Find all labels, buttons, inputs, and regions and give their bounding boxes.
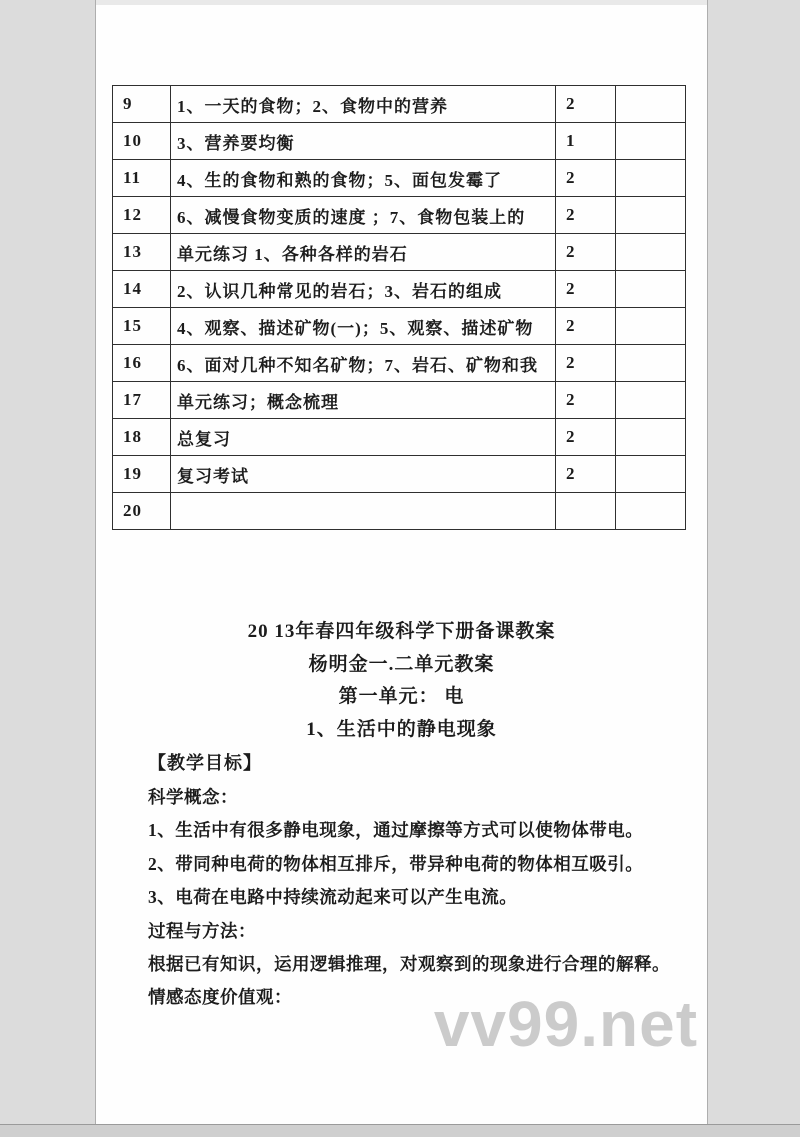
hours-cell: 2 (556, 197, 616, 234)
lesson-content-cell: 复习考试 (171, 456, 556, 493)
lesson-content-cell: 单元练习；概念梳理 (171, 382, 556, 419)
table-row (113, 86, 686, 123)
lesson-content-cell: 4、生的食物和熟的食物；5、面包发霉了 (171, 160, 556, 197)
heading-block (96, 616, 707, 746)
lesson-heading: 1、生活中的静电现象 (306, 718, 497, 740)
table-row (113, 456, 686, 493)
note-cell (616, 308, 686, 345)
body-line: 根据已有知识，运用逻辑推理，对观察到的现象进行合理的解释。 (148, 954, 670, 975)
hours-cell: 2 (556, 234, 616, 271)
body-line: 1、生活中有很多静电现象，通过摩擦等方式可以使物体带电。 (148, 820, 644, 841)
table-row (113, 493, 686, 530)
lesson-content-cell: 6、减慢食物变质的速度 ；7、食物包装上的 (171, 197, 556, 234)
scan-left-margin (0, 0, 96, 1137)
note-cell (616, 86, 686, 123)
lesson-content-cell: 总复习 (171, 419, 556, 456)
scan-top-margin (0, 0, 800, 5)
scan-bottom-margin (0, 1124, 800, 1137)
row-number-cell: 9 (113, 86, 171, 123)
table-row (113, 234, 686, 271)
table-row (113, 308, 686, 345)
row-number-cell: 16 (113, 345, 171, 382)
hours-cell: 2 (556, 160, 616, 197)
hours-cell: 2 (556, 382, 616, 419)
row-number-cell: 12 (113, 197, 171, 234)
lesson-content-cell: 2、认识几种常见的岩石；3、岩石的组成 (171, 271, 556, 308)
row-number-cell: 17 (113, 382, 171, 419)
body-line: 3、电荷在电路中持续流动起来可以产生电流。 (148, 887, 518, 908)
lesson-content-cell: 1、一天的食物；2、食物中的营养 (171, 86, 556, 123)
hours-cell: 2 (556, 419, 616, 456)
row-number-cell: 10 (113, 123, 171, 160)
note-cell (616, 345, 686, 382)
body-line: 过程与方法： (148, 920, 256, 941)
unit-heading: 第一单元： 电 (338, 686, 465, 708)
table-row (113, 160, 686, 197)
table-row (113, 123, 686, 160)
table-row (113, 345, 686, 382)
scan-right-margin (707, 0, 800, 1137)
note-cell (616, 419, 686, 456)
lesson-content-cell: 6、面对几种不知名矿物；7、岩石、矿物和我 (171, 345, 556, 382)
table-row (113, 419, 686, 456)
body-line: 科学概念： (148, 787, 238, 807)
note-cell (616, 271, 686, 308)
note-cell (616, 493, 686, 530)
lesson-schedule-table (112, 85, 686, 530)
teaching-goals-header: 【教学目标】 (148, 753, 262, 773)
row-number-cell: 13 (113, 234, 171, 271)
document-title: 20 13年春四年级科学下册备课教案 (247, 621, 556, 642)
document-subtitle: 杨明金一.二单元教案 (308, 653, 495, 675)
table-row (113, 271, 686, 308)
table-row (113, 197, 686, 234)
hours-cell (556, 493, 616, 530)
teaching-goals-body (148, 781, 696, 1015)
row-number-cell: 14 (113, 271, 171, 308)
note-cell (616, 234, 686, 271)
lesson-content-cell (171, 493, 556, 530)
hours-cell: 2 (556, 345, 616, 382)
hours-cell: 2 (556, 86, 616, 123)
hours-cell: 2 (556, 308, 616, 345)
note-cell (616, 160, 686, 197)
table-row (113, 382, 686, 419)
lesson-content-cell: 4、观察、描述矿物(一)；5、观察、描述矿物 (171, 308, 556, 345)
site-watermark: vv99.net (433, 988, 698, 1060)
row-number-cell: 15 (113, 308, 171, 345)
hours-cell: 1 (556, 123, 616, 160)
body-line: 情感态度价值观： (148, 987, 292, 1008)
lesson-content-cell: 3、营养要均衡 (171, 123, 556, 160)
lesson-content-cell: 单元练习 1、各种各样的岩石 (171, 234, 556, 271)
hours-cell: 2 (556, 456, 616, 493)
note-cell (616, 123, 686, 160)
note-cell (616, 456, 686, 493)
hours-cell: 2 (556, 271, 616, 308)
note-cell (616, 197, 686, 234)
row-number-cell: 20 (113, 493, 171, 530)
row-number-cell: 19 (113, 456, 171, 493)
body-line: 2、带同种电荷的物体相互排斥，带异种电荷的物体相互吸引。 (148, 853, 644, 874)
row-number-cell: 11 (113, 160, 171, 197)
row-number-cell: 18 (113, 419, 171, 456)
note-cell (616, 382, 686, 419)
